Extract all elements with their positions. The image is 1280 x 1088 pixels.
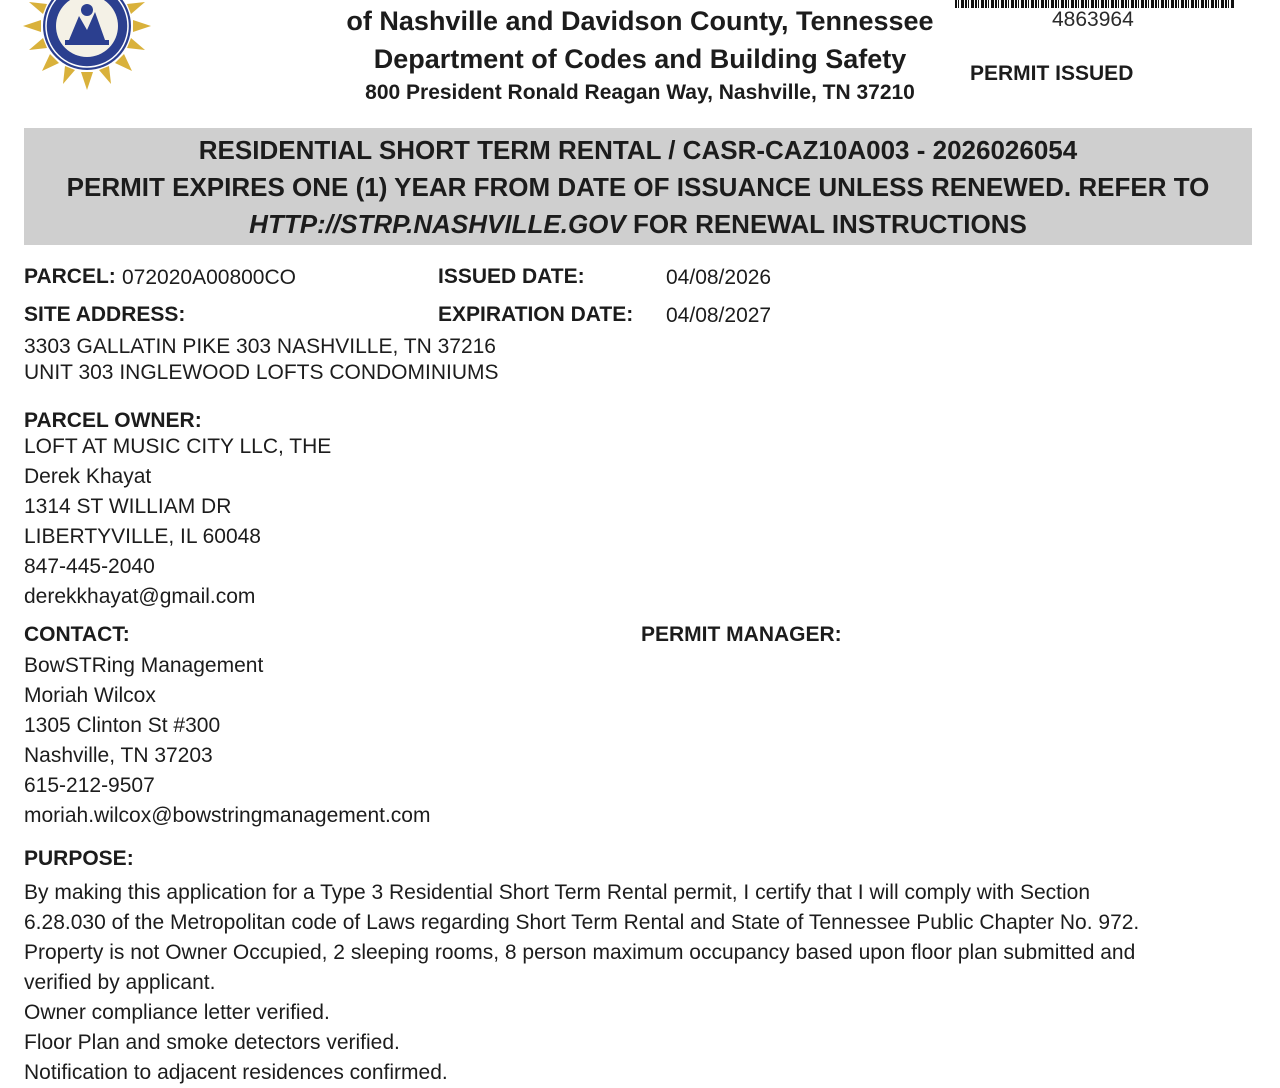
permit-status: PERMIT ISSUED xyxy=(970,62,1134,85)
purpose-line: Notification to adjacent residences confirmed. xyxy=(24,1061,448,1084)
site-address-block xyxy=(24,334,499,386)
purpose-line: Owner compliance letter verified. xyxy=(24,1001,330,1024)
expiration-date-value: 04/08/2027 xyxy=(666,304,772,327)
contact-street: 1305 Clinton St #300 xyxy=(24,714,221,737)
expiration-date-label: EXPIRATION DATE: xyxy=(438,303,634,326)
contact-name: Moriah Wilcox xyxy=(24,684,156,707)
owner-street: 1314 ST WILLIAM DR xyxy=(24,495,232,518)
purpose-label: PURPOSE: xyxy=(24,847,134,870)
owner-email: derekkhayat@gmail.com xyxy=(24,585,256,608)
issued-date-label: ISSUED DATE: xyxy=(438,265,585,288)
parcel-value: 072020A00800CO xyxy=(122,266,296,289)
site-address-line: 3303 GALLATIN PIKE 303 NASHVILLE, TN 37216 xyxy=(24,335,496,358)
issued-date-value: 04/08/2026 xyxy=(666,266,772,289)
parcel-label: PARCEL: xyxy=(24,265,116,288)
barcode xyxy=(955,0,1235,8)
purpose-line: By making this application for a Type 3 Residential Short Term Rental permit, I certify that I will comply with Section xyxy=(24,881,1091,904)
renewal-link[interactable]: HTTP://STRP.NASHVILLE.GOV xyxy=(249,209,626,239)
header-address-line: 800 President Ronald Reagan Way, Nashville, TN 37210 xyxy=(365,81,915,104)
purpose-block xyxy=(24,878,1264,1088)
purpose-line: 6.28.030 of the Metropolitan code of Laws regarding Short Term Rental and State of Tennessee Public Chapter No. 972. xyxy=(24,911,1140,934)
banner-renewal-line xyxy=(24,206,1252,243)
purpose-line: Floor Plan and smoke detectors verified. xyxy=(24,1031,400,1054)
metro-nashville-seal-icon xyxy=(22,0,152,92)
permit-type-banner xyxy=(24,128,1252,245)
parcel-owner-label: PARCEL OWNER: xyxy=(24,409,202,432)
contact-phone: 615-212-9507 xyxy=(24,774,155,797)
owner-city: LIBERTYVILLE, IL 60048 xyxy=(24,525,261,548)
permit-number: 4863964 xyxy=(1052,8,1134,31)
purpose-line: Property is not Owner Occupied, 2 sleeping rooms, 8 person maximum occupancy based upon floor plan submitted and xyxy=(24,941,1136,964)
banner-expiry-notice: PERMIT EXPIRES ONE (1) YEAR FROM DATE OF ISSUANCE UNLESS RENEWED. REFER TO xyxy=(66,172,1210,202)
contact-email: moriah.wilcox@bowstringmanagement.com xyxy=(24,804,431,827)
contact-city: Nashville, TN 37203 xyxy=(24,744,213,767)
banner-renewal-text: FOR RENEWAL INSTRUCTIONS xyxy=(625,209,1027,239)
site-address-line: UNIT 303 INGLEWOOD LOFTS CONDOMINIUMS xyxy=(24,361,499,384)
banner-permit-type: RESIDENTIAL SHORT TERM RENTAL / CASR-CAZ10A003 - 2026026054 xyxy=(198,135,1078,165)
contact-company: BowSTRing Management xyxy=(24,654,264,677)
owner-name: LOFT AT MUSIC CITY LLC, THE xyxy=(24,435,332,458)
contact-label: CONTACT: xyxy=(24,623,130,646)
site-address-label: SITE ADDRESS: xyxy=(24,303,186,326)
permit-manager-label: PERMIT MANAGER: xyxy=(641,623,842,646)
header-department-line: Department of Codes and Building Safety xyxy=(373,44,907,74)
header-county-line: of Nashville and Davidson County, Tennessee xyxy=(346,6,934,36)
purpose-line: verified by applicant. xyxy=(24,971,216,994)
parcel-owner-block xyxy=(24,432,331,612)
owner-contact-name: Derek Khayat xyxy=(24,465,152,488)
owner-phone: 847-445-2040 xyxy=(24,555,155,578)
contact-block xyxy=(24,651,430,831)
